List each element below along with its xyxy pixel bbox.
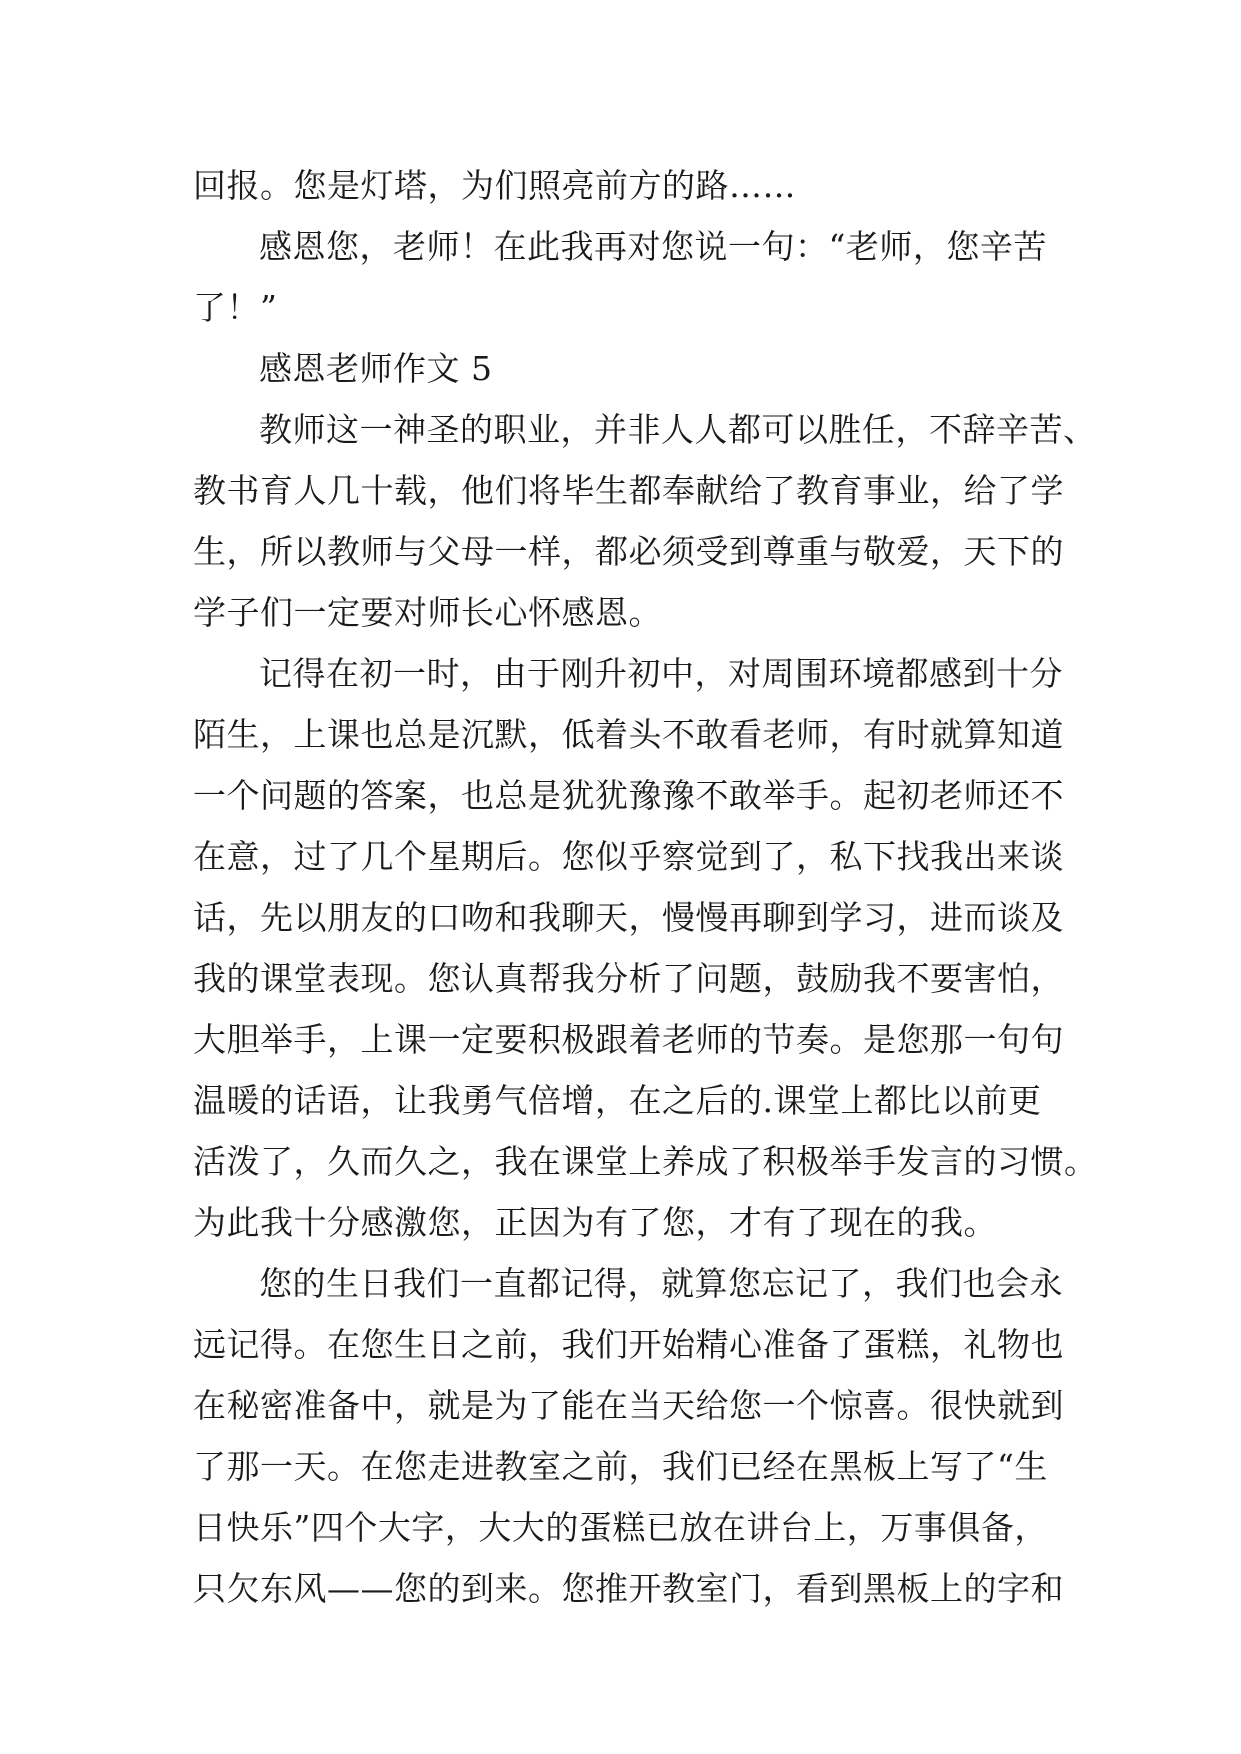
text-line: 我的课堂表现。您认真帮我分析了问题，鼓励我不要害怕，: [193, 959, 1064, 998]
text-line: 远记得。在您生日之前，我们开始精心准备了蛋糕，礼物也: [193, 1325, 1064, 1364]
text-line: 记得在初一时，由于刚升初中，对周围环境都感到十分: [259, 654, 1063, 693]
text-line: 了！”: [193, 288, 278, 327]
text-line: 生，所以教师与父母一样，都必须受到尊重与敬爱，天下的: [193, 532, 1064, 571]
text-line: 只欠东风——您的到来。您推开教室门，看到黑板上的字和: [193, 1569, 1064, 1608]
text-line: 教书育人几十载，他们将毕生都奉献给了教育事业，给了学: [193, 471, 1064, 510]
essay-body: [193, 155, 1098, 1619]
text-line: 学子们一定要对师长心怀感恩。: [193, 593, 662, 632]
text-line: 温暖的话语，让我勇气倍增，在之后的.课堂上都比以前更: [193, 1081, 1042, 1120]
text-line: 话，先以朋友的口吻和我聊天，慢慢再聊到学习，进而谈及: [193, 898, 1064, 937]
text-line: 在意，过了几个星期后。您似乎察觉到了，私下找我出来谈: [193, 837, 1064, 876]
text-line: 活泼了，久而久之，我在课堂上养成了积极举手发言的习惯。: [193, 1142, 1098, 1181]
text-line: 一个问题的答案，也总是犹犹豫豫不敢举手。起初老师还不: [193, 776, 1064, 815]
text-line: 回报。您是灯塔，为们照亮前方的路……: [193, 166, 796, 205]
text-line: 了那一天。在您走进教室之前，我们已经在黑板上写了“生: [193, 1447, 1048, 1486]
section-heading: 感恩老师作文 5: [259, 349, 493, 388]
text-line: 在秘密准备中，就是为了能在当天给您一个惊喜。很快就到: [193, 1386, 1064, 1425]
text-line: 教师这一神圣的职业，并非人人都可以胜任，不辞辛苦、: [259, 410, 1097, 449]
text-line: 陌生，上课也总是沉默，低着头不敢看老师，有时就算知道: [193, 715, 1064, 754]
text-line: 日快乐”四个大字，大大的蛋糕已放在讲台上，万事俱备，: [193, 1508, 1048, 1547]
text-line: 大胆举手，上课一定要积极跟着老师的节奏。是您那一句句: [193, 1020, 1064, 1059]
text-line: 感恩您，老师！在此我再对您说一句：“老师，您辛苦: [259, 227, 1047, 266]
text-line: 您的生日我们一直都记得，就算您忘记了，我们也会永: [259, 1264, 1063, 1303]
text-line: 为此我十分感激您，正因为有了您，才有了现在的我。: [193, 1203, 997, 1242]
